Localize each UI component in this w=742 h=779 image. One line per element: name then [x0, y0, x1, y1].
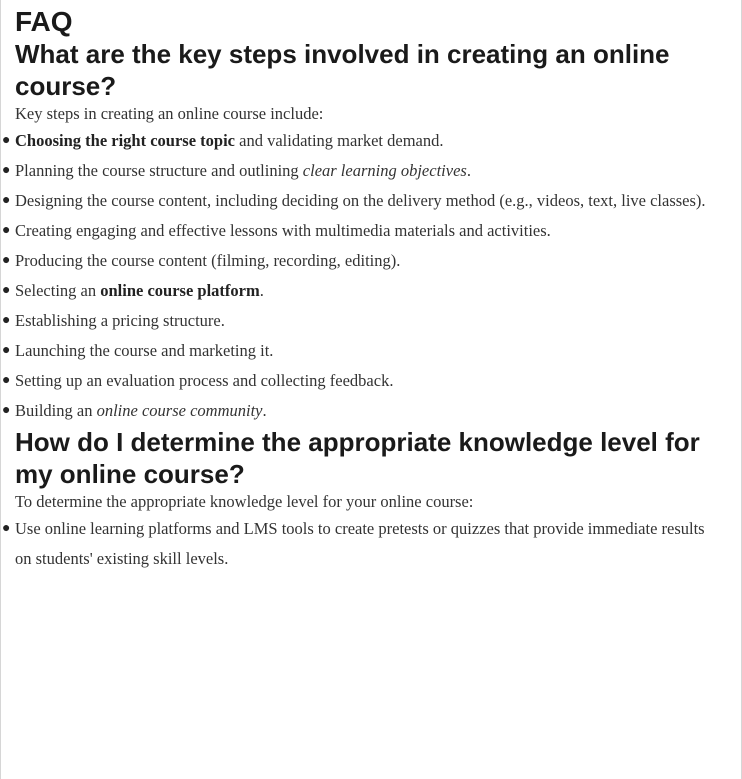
list-item: ● Producing the course content (filming, recording, editing).	[2, 251, 401, 270]
steps-list-1	[2, 126, 725, 426]
question-heading-1: What are the key steps involved in creating an online course?	[15, 39, 670, 101]
list-item: ● Establishing a pricing structure.	[2, 311, 225, 330]
list-item: ● Use online learning platforms and LMS tools to create pretests or quizzes that provide immediate results on students' existing skill levels.	[2, 519, 705, 568]
question-heading-2: How do I determine the appropriate knowledge level for my online course?	[15, 427, 700, 489]
list-item: ● Designing the course content, including deciding on the delivery method (e.g., videos, text, live classes).	[2, 191, 706, 210]
list-item: ● Creating engaging and effective lessons with multimedia materials and activities.	[2, 221, 551, 240]
faq-title: FAQ	[15, 6, 73, 37]
list-item: ● Planning the course structure and outlining clear learning objectives.	[2, 161, 471, 180]
question-intro-1: Key steps in creating an online course include:	[15, 104, 324, 123]
list-item: ● Choosing the right course topic and validating market demand.	[2, 131, 444, 150]
list-item: ● Launching the course and marketing it.	[2, 341, 274, 360]
steps-list-2	[2, 514, 725, 574]
faq-page	[1, 0, 741, 574]
question-intro-2: To determine the appropriate knowledge level for your online course:	[15, 492, 474, 511]
list-item: ● Selecting an online course platform.	[2, 281, 264, 300]
list-item: ● Building an online course community.	[2, 401, 267, 420]
list-item: ● Setting up an evaluation process and collecting feedback.	[2, 371, 394, 390]
